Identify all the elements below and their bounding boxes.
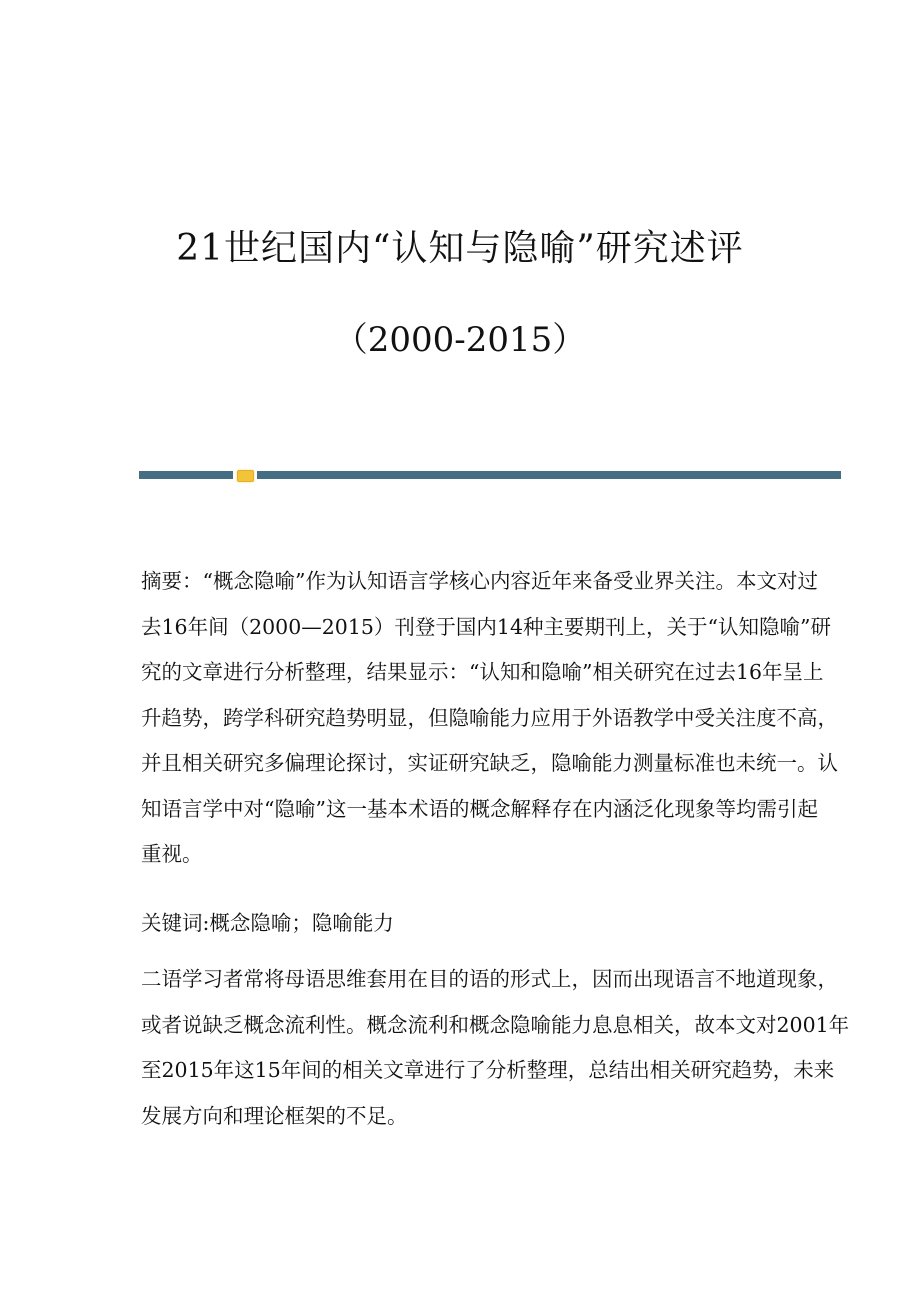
abstract-line: 升趋势，跨学科研究趋势明显，但隐喻能力应用于外语教学中受关注度不高， — [141, 705, 838, 730]
intro-line: 发展方向和理论框架的不足。 — [141, 1103, 408, 1128]
intro-line: 至2015年这15年间的相关文章进行了分析整理，总结出相关研究趋势，未来 — [141, 1058, 835, 1082]
abstract — [141, 559, 838, 878]
divider-ornament-icon — [237, 470, 254, 482]
divider-bar-left — [139, 471, 233, 479]
introduction — [141, 957, 850, 1139]
abstract-line: 去16年间（2000—2015）刊登于国内14种主要期刊上，关于“认知隐喻”研 — [141, 614, 831, 639]
keywords — [141, 901, 791, 947]
abstract-line: 究的文章进行分析整理，结果显示：“认知和隐喻”相关研究在过去16年呈上 — [141, 660, 824, 684]
abstract-line: 重视。 — [141, 842, 203, 866]
divider-bar-right — [257, 471, 841, 479]
abstract-line: 并且相关研究多偏理论探讨，实证研究缺乏，隐喻能力测量标准也未统一。认 — [141, 751, 838, 775]
keywords-line: 关键词:概念隐喻；隐喻能力 — [141, 911, 394, 935]
title-divider — [139, 471, 841, 480]
intro-line: 二语学习者常将母语思维套用在目的语的形式上，因而出现语言不地道现象， — [141, 967, 838, 991]
document-subtitle: （2000-2015） — [333, 320, 587, 360]
abstract-line: 知语言学中对“隐喻”这一基本术语的概念解释存在内涵泛化现象等均需引起 — [141, 796, 818, 821]
intro-line: 或者说缺乏概念流利性。概念流利和概念隐喻能力息息相关，故本文对2001年 — [141, 1012, 850, 1037]
abstract-line: 摘要：“概念隐喻”作为认知语言学核心内容近年来备受业界关注。本文对过 — [141, 569, 818, 593]
document-title: 21世纪国内“认知与隐喻”研究述评 — [176, 228, 744, 269]
